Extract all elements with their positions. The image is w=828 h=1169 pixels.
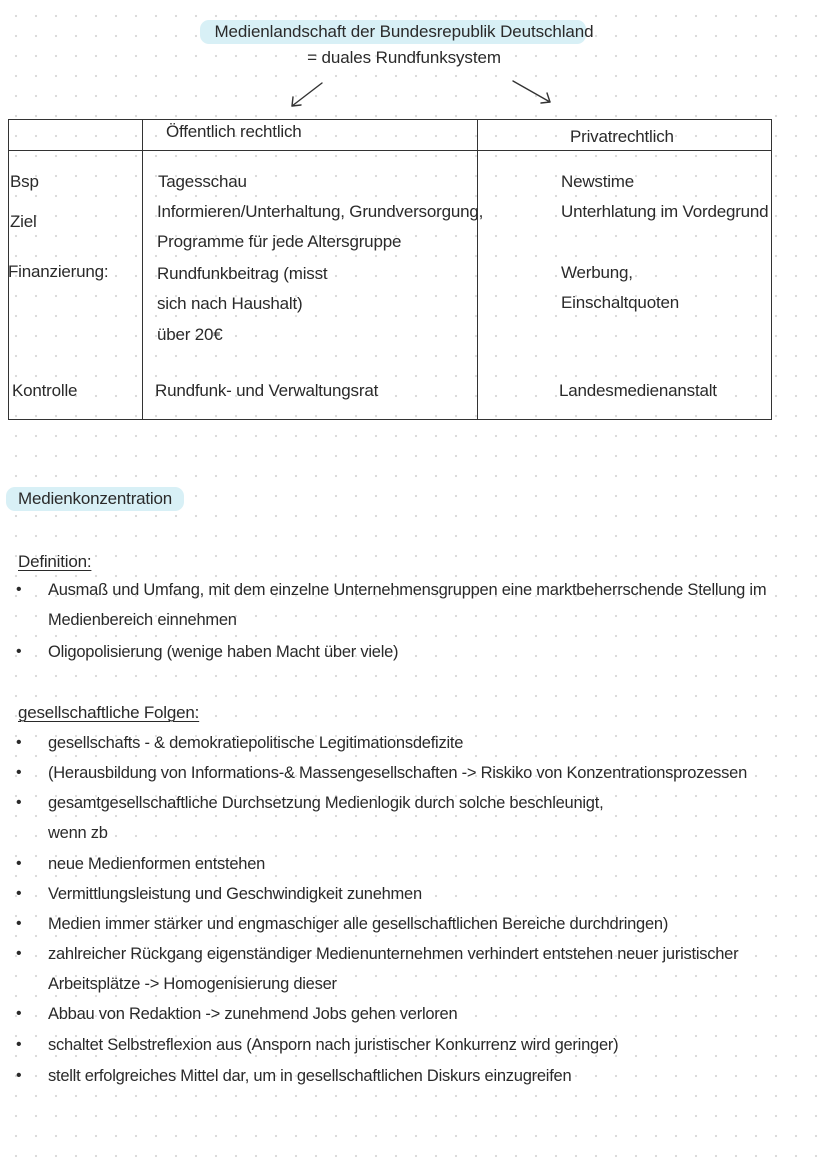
cell-public-ziel-2: Programme für jede Altersgruppe — [157, 232, 402, 251]
column-header-private: Privatrechtlich — [570, 127, 674, 146]
cell-public-bsp: Tagesschau — [158, 172, 247, 191]
table-divider-1 — [142, 119, 143, 420]
cell-public-ziel-1: Informieren/Unterhaltung, Grundversorgung, — [157, 202, 484, 221]
bullet-dot: • — [16, 1036, 22, 1053]
folgen-item-7-cont: Arbeitsplätze -> Homogenisierung dieser — [48, 975, 337, 993]
bullet-dot: • — [16, 643, 22, 660]
column-header-public: Öffentlich rechtlich — [166, 122, 302, 141]
cell-private-fin-2: Einschaltquoten — [561, 293, 679, 312]
cell-private-ziel: Unterhlatung im Vordegrund — [561, 202, 769, 221]
page-subtitle: = duales Rundfunksystem — [307, 48, 501, 67]
cell-private-kontrolle: Landesmedienanstalt — [559, 381, 717, 400]
folgen-item-3-cont: wenn zb — [48, 824, 108, 842]
arrow-left-icon — [288, 80, 328, 110]
table-divider-2 — [477, 119, 478, 420]
page-title: Medienlandschaft der Bundesrepublik Deutschland — [214, 22, 594, 41]
row-label-finanzierung: Finanzierung: — [8, 262, 109, 281]
comparison-table — [8, 119, 772, 420]
bullet-dot: • — [16, 945, 22, 962]
folgen-item-1: gesellschafts - & demokratiepolitische Legitimationsdefizite — [48, 734, 464, 752]
row-label-ziel: Ziel — [10, 212, 37, 231]
bullet-dot: • — [16, 794, 22, 811]
bullet-dot: • — [16, 1005, 22, 1022]
bullet-dot: • — [16, 915, 22, 932]
section-heading: Medienkonzentration — [18, 489, 173, 508]
arrow-right-icon — [510, 78, 556, 108]
cell-private-bsp: Newstime — [561, 172, 635, 191]
folgen-item-10: stellt erfolgreiches Mittel dar, um in gesellschaftlichen Diskurs einzugreifen — [48, 1067, 572, 1085]
bullet-dot: • — [16, 581, 22, 598]
cell-public-fin-1: Rundfunkbeitrag (misst — [157, 264, 328, 283]
row-label-kontrolle: Kontrolle — [12, 381, 78, 400]
folgen-item-2: (Herausbildung von Informations-& Massengesellschaften -> Riskiko von Konzentrationsprozessen — [48, 764, 747, 782]
folgen-item-3: gesamtgesellschaftliche Durchsetzung Medienlogik durch solche beschleunigt, — [48, 794, 604, 812]
definition-heading: Definition: — [18, 552, 92, 571]
bullet-dot: • — [16, 734, 22, 751]
cell-public-fin-3: über 20€ — [157, 325, 223, 344]
cell-public-kontrolle: Rundfunk- und Verwaltungsrat — [155, 381, 379, 400]
cell-private-fin-1: Werbung, — [561, 263, 633, 282]
definition-item-1-cont: Medienbereich einnehmen — [48, 611, 237, 629]
table-header-divider — [8, 150, 772, 151]
definition-item-2: Oligopolisierung (wenige haben Macht über viele) — [48, 643, 399, 661]
bullet-dot: • — [16, 885, 22, 902]
folgen-item-8: Abbau von Redaktion -> zunehmend Jobs gehen verloren — [48, 1005, 458, 1023]
bullet-dot: • — [16, 855, 22, 872]
folgen-item-7: zahlreicher Rückgang eigenständiger Medienunternehmen verhindert entstehen neuer juristischer — [48, 945, 739, 963]
bullet-dot: • — [16, 764, 22, 781]
folgen-item-6: Medien immer stärker und engmaschiger alle gesellschaftlichen Bereiche durchdringen) — [48, 915, 669, 933]
bullet-dot: • — [16, 1067, 22, 1084]
folgen-item-4: neue Medienformen entstehen — [48, 855, 266, 873]
row-label-bsp: Bsp — [10, 172, 39, 191]
folgen-item-9: schaltet Selbstreflexion aus (Ansporn nach juristischer Konkurrenz wird geringer) — [48, 1036, 619, 1054]
folgen-item-5: Vermittlungsleistung und Geschwindigkeit zunehmen — [48, 885, 422, 903]
cell-public-fin-2: sich nach Haushalt) — [157, 294, 303, 313]
folgen-heading: gesellschaftliche Folgen: — [18, 703, 200, 722]
definition-item-1: Ausmaß und Umfang, mit dem einzelne Unternehmensgruppen eine marktbeherrschende Stellung im — [48, 581, 767, 599]
